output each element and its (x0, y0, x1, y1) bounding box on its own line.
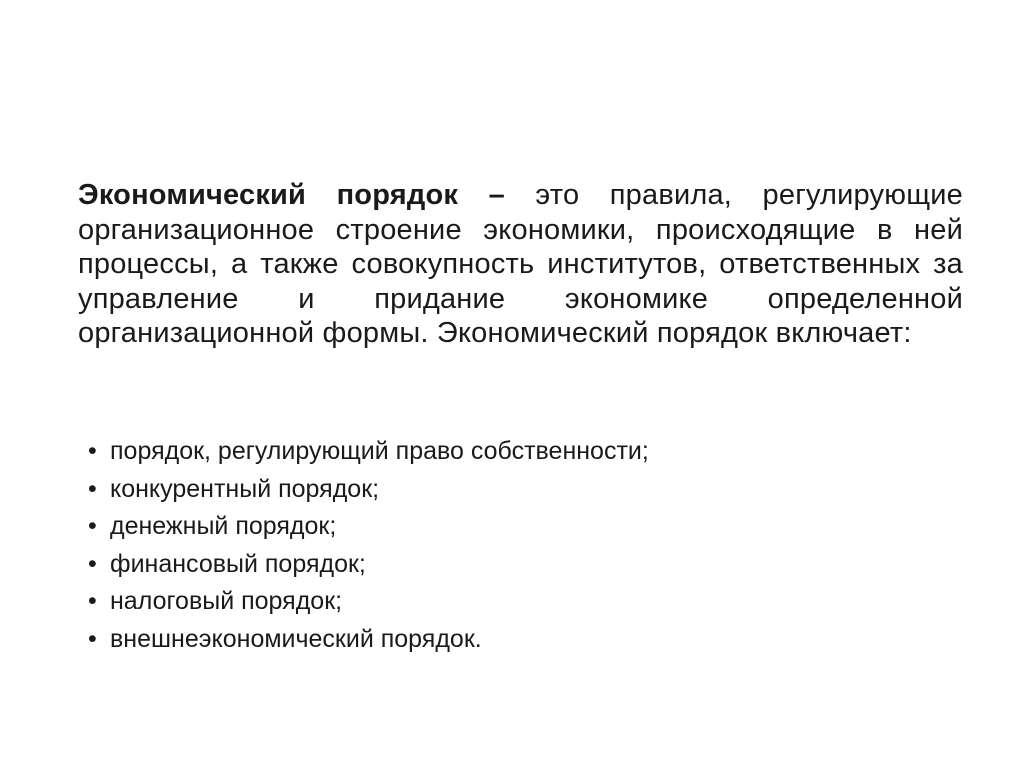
bullet-icon: • (88, 474, 97, 503)
bullet-icon: • (88, 437, 97, 465)
list-item (88, 433, 649, 471)
list-item (88, 621, 649, 659)
list-item-text: налоговый порядок; (110, 587, 343, 615)
list-item (88, 508, 649, 546)
bullet-icon: • (88, 549, 97, 578)
list-item (88, 471, 649, 509)
list-item (88, 546, 649, 584)
list-item-text: внешнеэкономический порядок. (110, 624, 482, 653)
list-item-text: денежный порядок; (110, 512, 337, 540)
list-item-text: конкурентный порядок; (110, 474, 380, 503)
bullet-icon: • (88, 512, 97, 540)
bullet-icon: • (88, 587, 97, 615)
list-item-text: финансовый порядок; (110, 549, 366, 578)
list-item-text: порядок, регулирующий право собственности; (110, 437, 649, 465)
definition-paragraph (78, 178, 963, 351)
definition-text: это правила, регулирующие организационное строение экономики, происходящие в ней процессы, а также совокупность институтов, ответственных за управление и придание экономике определенной организационной формы. Экономический порядок включает: (78, 179, 963, 349)
list-item (88, 583, 649, 621)
bullet-icon: • (88, 624, 97, 653)
components-list (88, 433, 649, 658)
definition-term: Экономический порядок – (78, 179, 505, 211)
